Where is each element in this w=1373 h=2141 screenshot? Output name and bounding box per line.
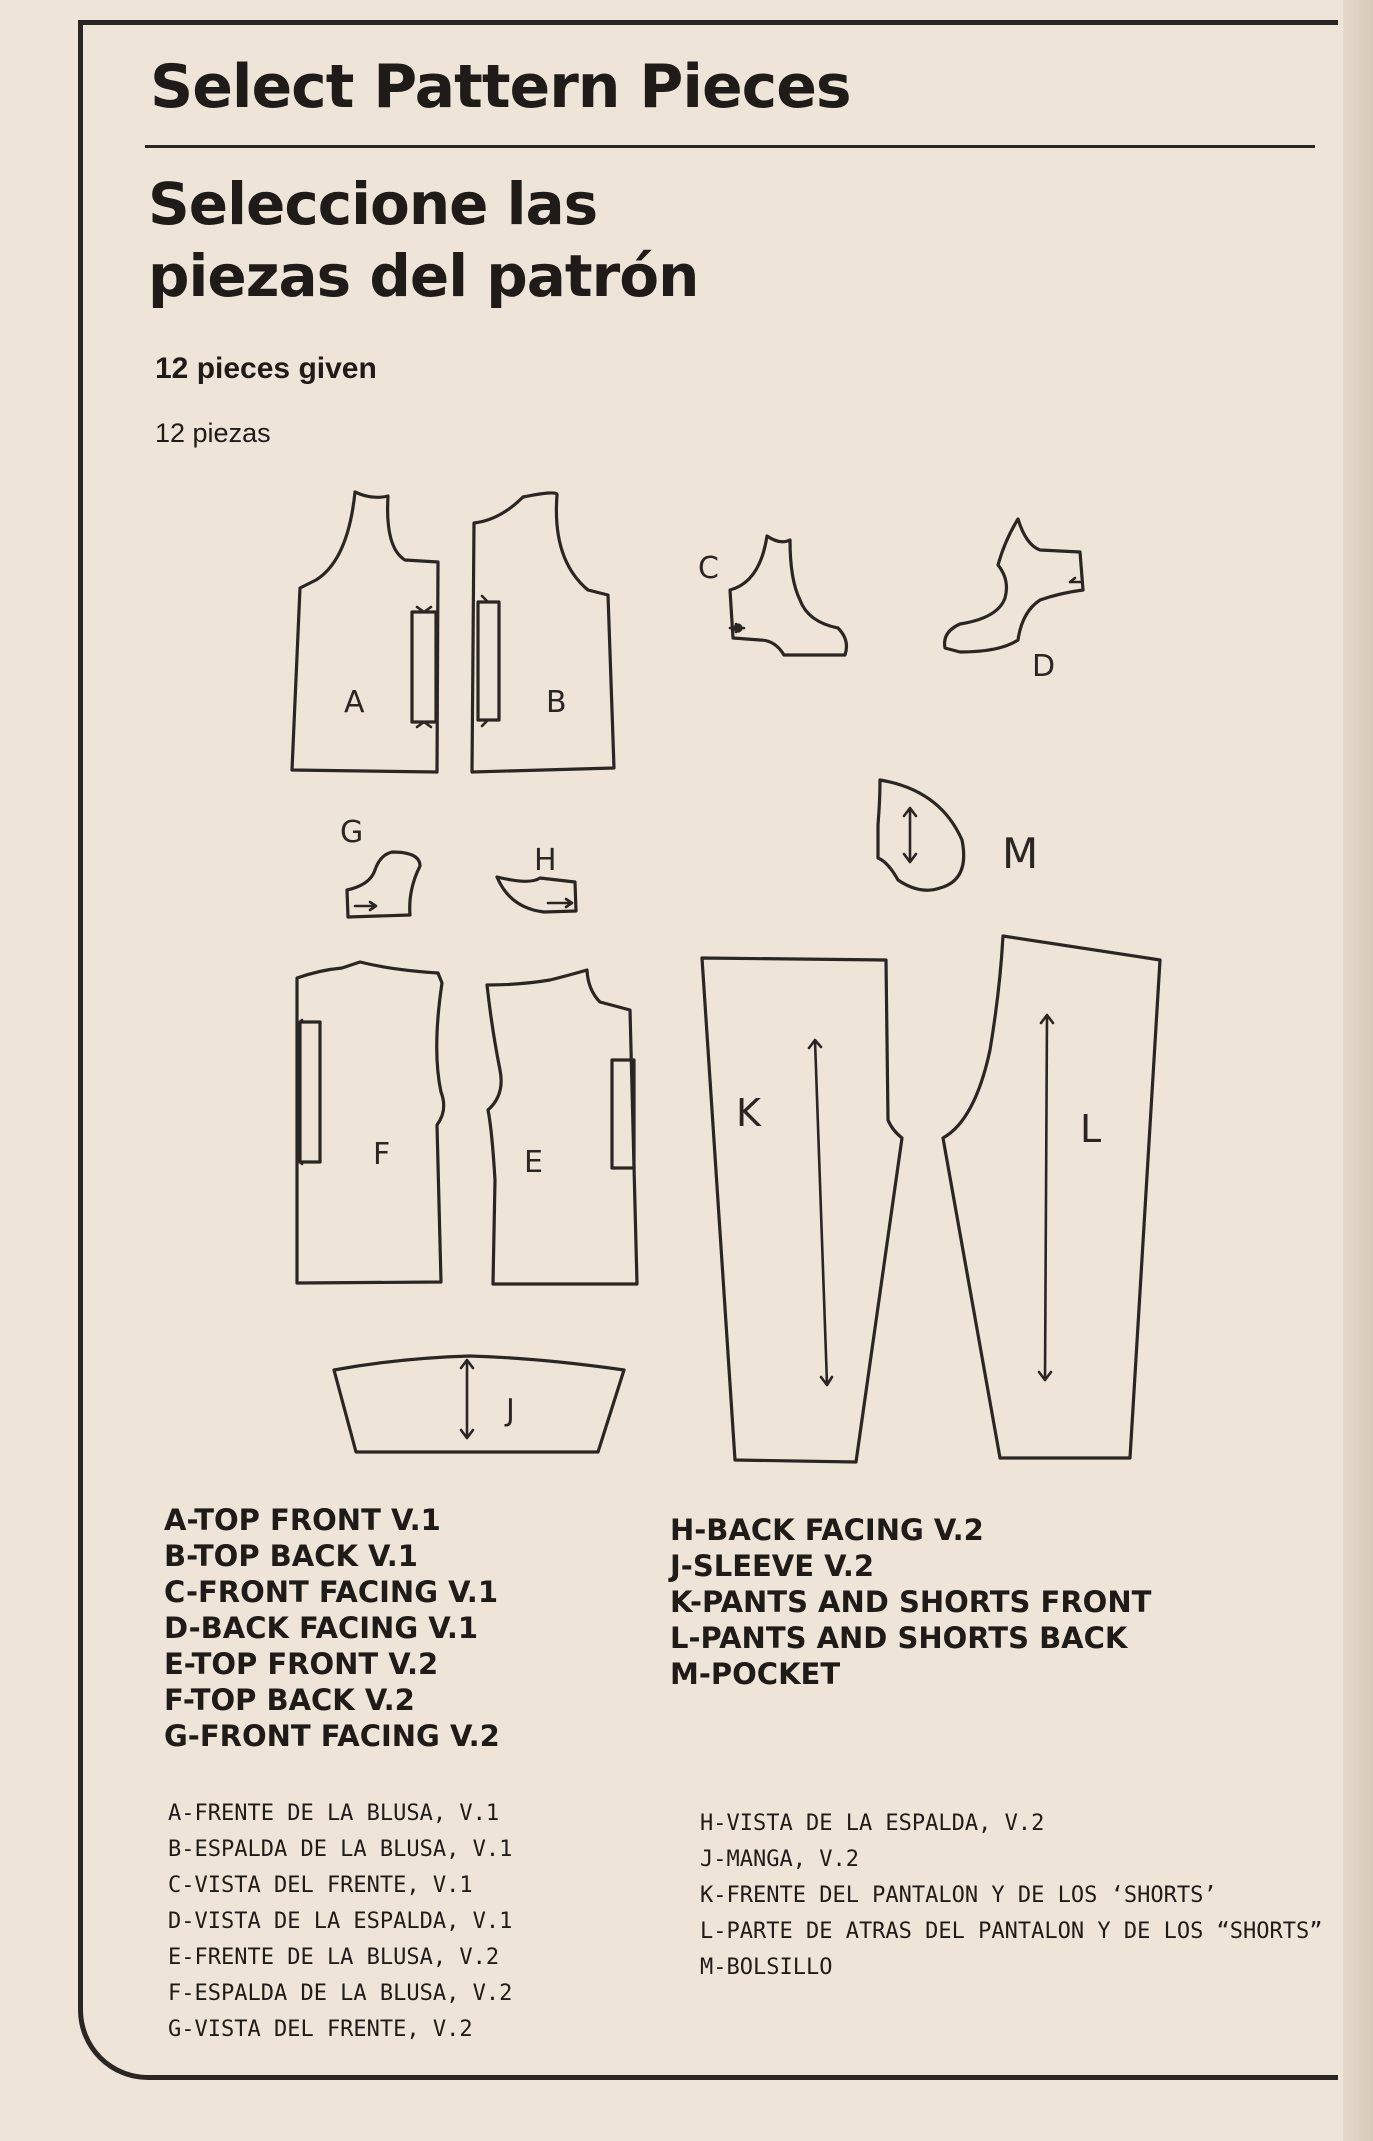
legend-item: J-SLEEVE V.2 xyxy=(670,1549,875,1583)
legend-english-right xyxy=(670,1512,1151,1692)
pattern-piece-f xyxy=(297,962,444,1283)
label-g: G xyxy=(340,815,364,850)
subtitle-line-1: Seleccione las xyxy=(148,170,598,238)
legend-item: G-VISTA DEL FRENTE, V.2 xyxy=(168,2017,473,2042)
legend-item: L-PANTS AND SHORTS BACK xyxy=(670,1621,1128,1655)
legend-item: L-PARTE DE ATRAS DEL PANTALON Y DE LOS “SHORTS” xyxy=(700,1919,1323,1944)
legend-item: F-TOP BACK V.2 xyxy=(164,1683,415,1717)
legend-item: M-POCKET xyxy=(670,1657,841,1691)
pattern-piece-g xyxy=(347,852,420,917)
legend-item: D-VISTA DE LA ESPALDA, V.1 xyxy=(168,1909,513,1934)
pattern-piece-h xyxy=(497,877,576,912)
legend-item: E-TOP FRONT V.2 xyxy=(164,1647,439,1681)
pattern-piece-l xyxy=(943,936,1160,1458)
legend-spanish-left xyxy=(168,1796,512,2048)
label-k: K xyxy=(736,1091,761,1135)
pattern-piece-c xyxy=(730,536,846,655)
legend-item: G-FRONT FACING V.2 xyxy=(164,1719,500,1753)
label-h: H xyxy=(534,843,557,878)
label-m: M xyxy=(1002,829,1039,878)
piece-count-spanish: 12 piezas xyxy=(155,418,271,448)
legend-item: E-FRENTE DE LA BLUSA, V.2 xyxy=(168,1945,500,1970)
pattern-piece-a xyxy=(292,492,438,772)
label-c: C xyxy=(698,551,719,586)
label-f: F xyxy=(373,1137,391,1172)
label-b: B xyxy=(546,685,567,720)
piece-count-english: 12 pieces given xyxy=(155,352,377,385)
legend-item: J-MANGA, V.2 xyxy=(700,1847,859,1872)
subtitle-line-2: piezas del patrón xyxy=(148,242,699,310)
legend-item: A-TOP FRONT V.1 xyxy=(164,1503,441,1537)
legend-item: A-FRENTE DE LA BLUSA, V.1 xyxy=(168,1801,500,1826)
legend-item: H-BACK FACING V.2 xyxy=(670,1513,984,1547)
label-e: E xyxy=(524,1145,543,1180)
legend-item: H-VISTA DE LA ESPALDA, V.2 xyxy=(700,1811,1045,1836)
legend-item: M-BOLSILLO xyxy=(700,1955,833,1980)
label-d: D xyxy=(1032,649,1056,684)
pattern-piece-j xyxy=(334,1356,624,1452)
legend-item: K-FRENTE DEL PANTALON Y DE LOS ‘SHORTS’ xyxy=(700,1883,1217,1908)
legend-item: B-TOP BACK V.1 xyxy=(164,1539,418,1573)
label-a: A xyxy=(344,685,365,720)
legend-item: C-VISTA DEL FRENTE, V.1 xyxy=(168,1873,473,1898)
pattern-piece-m xyxy=(878,780,964,890)
pattern-piece-d xyxy=(945,519,1083,652)
legend-item: B-ESPALDA DE LA BLUSA, V.1 xyxy=(168,1837,513,1862)
legend-spanish-right xyxy=(700,1806,1323,1986)
page-title: Select Pattern Pieces xyxy=(150,52,851,122)
pattern-piece-k xyxy=(702,958,902,1462)
label-j: J xyxy=(506,1393,515,1428)
legend-item: D-BACK FACING V.1 xyxy=(164,1611,479,1645)
pattern-piece-b xyxy=(472,493,614,772)
legend-item: K-PANTS AND SHORTS FRONT xyxy=(670,1585,1152,1619)
legend-english-left xyxy=(164,1502,500,1754)
pattern-piece-e xyxy=(487,970,637,1284)
legend-item: C-FRONT FACING V.1 xyxy=(164,1575,498,1609)
legend-item: F-ESPALDA DE LA BLUSA, V.2 xyxy=(168,1981,513,2006)
label-l: L xyxy=(1080,1107,1102,1151)
